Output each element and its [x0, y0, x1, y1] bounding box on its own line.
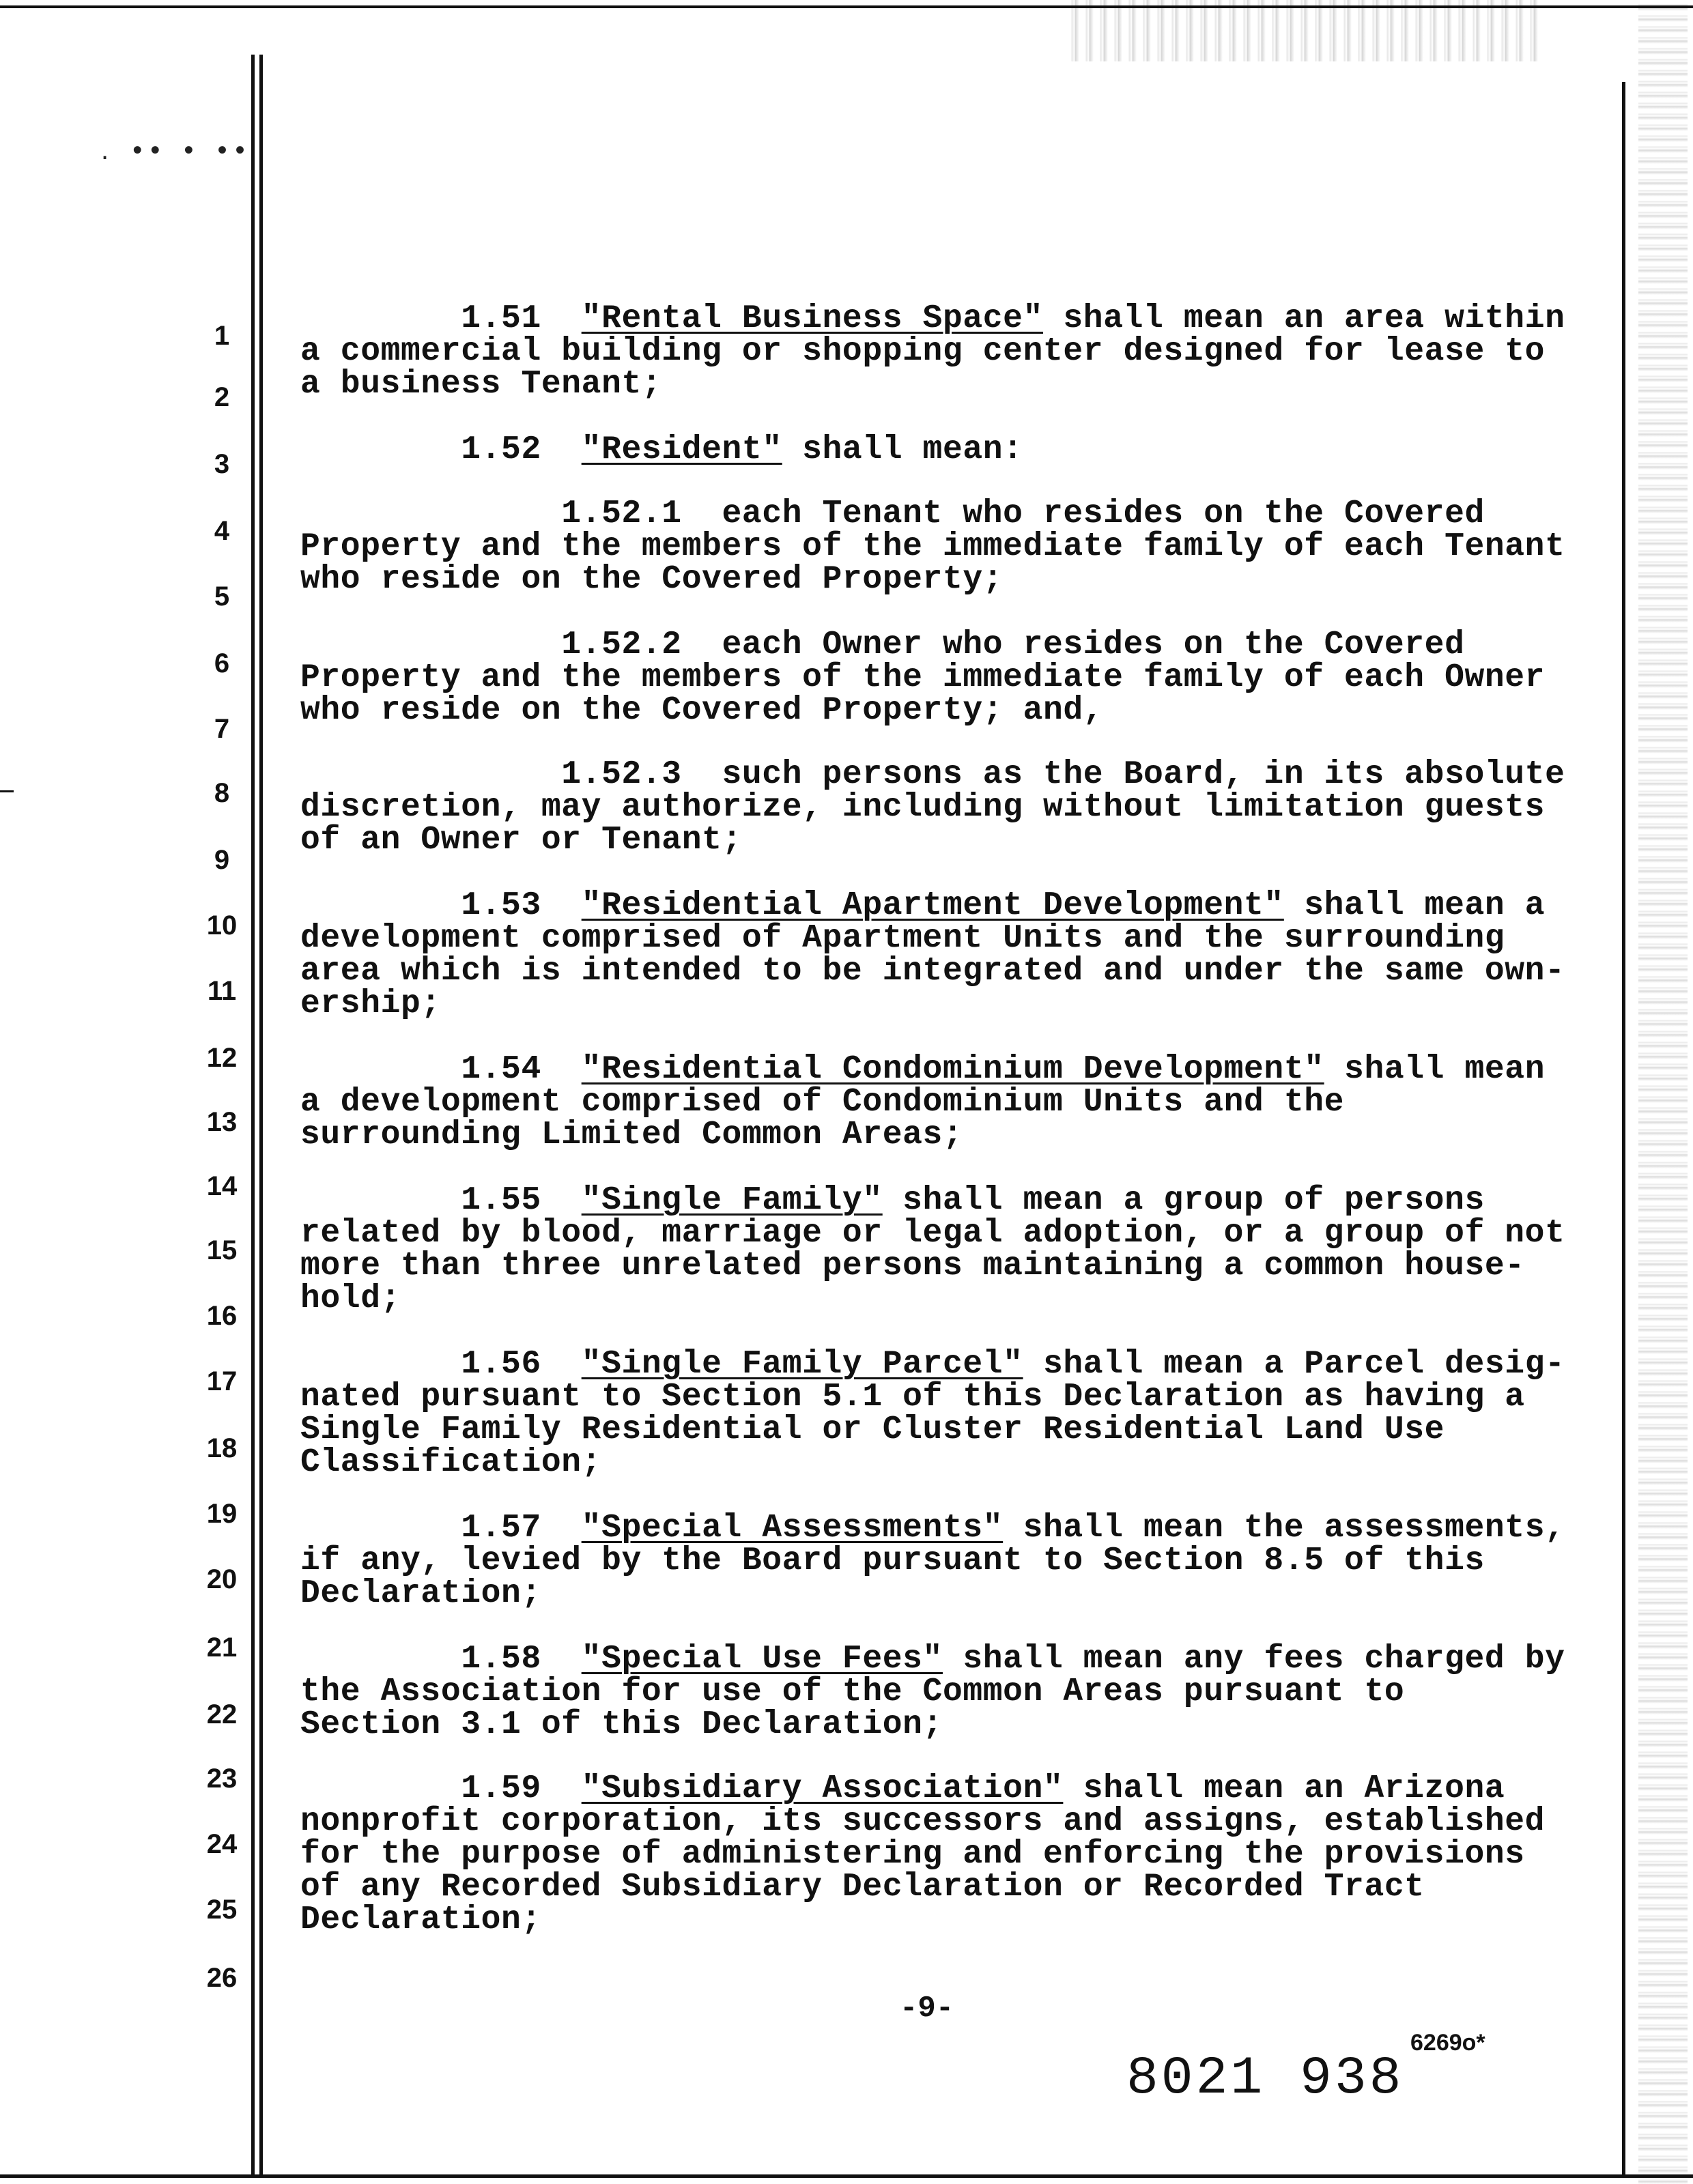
line-number: 23 — [206, 1764, 238, 1794]
text-line — [300, 920, 1505, 957]
definition-heading-line — [300, 1770, 1505, 1807]
line-number: 18 — [206, 1433, 238, 1463]
line-text-after-term: shall mean a — [1283, 887, 1546, 924]
line-number: 25 — [206, 1895, 238, 1925]
line-number: 6 — [214, 648, 230, 678]
recording-number: 8021 938 — [1126, 2049, 1404, 2109]
line-text: the Association for use of the Common Areas pursuant to — [300, 1673, 1405, 1710]
text-line — [300, 1444, 601, 1481]
line-number: 12 — [206, 1043, 238, 1073]
line-text: Property and the members of the immediate family of each Tenant — [300, 528, 1565, 565]
line-text: who reside on the Covered Property; and, — [300, 692, 1104, 729]
line-number: 9 — [214, 845, 230, 875]
defined-term: "Special Use Fees" — [581, 1641, 943, 1678]
text-line — [300, 1706, 943, 1743]
line-number: 21 — [206, 1633, 238, 1663]
definition-heading-line — [300, 1051, 1545, 1088]
line-text-after-term: shall mean an area within — [1042, 300, 1565, 337]
line-text: Section 3.1 of this Declaration; — [300, 1706, 943, 1743]
scan-noise-top — [1065, 0, 1543, 61]
top-border-rule — [0, 5, 1693, 8]
line-text: more than three unrelated persons maintaining a common house- — [300, 1248, 1525, 1284]
line-text: Classification; — [300, 1444, 602, 1481]
line-text: 1.51 — [300, 300, 582, 337]
line-number: 26 — [206, 1963, 238, 1993]
defined-term: "Single Family" — [581, 1182, 883, 1219]
line-text: Property and the members of the immediate family of each Owner — [300, 659, 1546, 696]
line-text: nonprofit corporation, its successors and assigns, established — [300, 1803, 1546, 1840]
line-text: if any, levied by the Board pursuant to Section 8.5 of this — [300, 1542, 1485, 1579]
line-number: 14 — [206, 1171, 238, 1201]
line-number: 2 — [214, 382, 230, 412]
text-line — [300, 1542, 1485, 1579]
line-number: 1 — [214, 321, 230, 351]
line-text: 1.52.2 each Owner who resides on the Covered — [300, 627, 1465, 663]
text-line — [300, 953, 1565, 990]
line-text: 1.52 — [300, 431, 582, 468]
text-line — [300, 1901, 541, 1938]
line-number: 16 — [206, 1301, 238, 1331]
line-text: related by blood, marriage or legal adoption, or a group of not — [300, 1215, 1565, 1252]
line-text: hold; — [300, 1280, 401, 1317]
defined-term: "Single Family Parcel" — [581, 1346, 1023, 1383]
line-number: 13 — [206, 1107, 238, 1137]
line-text: 1.57 — [300, 1510, 582, 1547]
text-line — [300, 495, 1485, 532]
line-text: who reside on the Covered Property; — [300, 561, 1004, 598]
line-text-after-term: shall mean — [1324, 1051, 1546, 1088]
line-text: for the purpose of administering and enforcing the provisions — [300, 1836, 1525, 1873]
text-line — [300, 1836, 1525, 1873]
line-text: nated pursuant to Section 5.1 of this Declaration as having a — [300, 1379, 1525, 1416]
line-number: 3 — [214, 449, 230, 479]
page-number: -9- — [900, 1992, 954, 2026]
text-line — [300, 789, 1545, 826]
text-line — [300, 528, 1565, 565]
line-text-after-term: shall mean: — [782, 431, 1023, 468]
line-text: 1.52.1 each Tenant who resides on the Covered — [300, 495, 1485, 532]
text-line — [300, 1673, 1404, 1710]
line-text-after-term: shall mean an Arizona — [1063, 1770, 1505, 1807]
line-text: 1.59 — [300, 1770, 582, 1807]
defined-term: "Residential Apartment Development" — [581, 887, 1284, 924]
text-line — [300, 1379, 1525, 1416]
line-text: Single Family Residential or Cluster Residential Land Use — [300, 1411, 1445, 1448]
line-text: a development comprised of Condominium Units and the — [300, 1084, 1345, 1121]
definition-heading-line — [300, 1346, 1565, 1383]
line-text: surrounding Limited Common Areas; — [300, 1117, 963, 1153]
line-text: ership; — [300, 986, 441, 1022]
text-line — [300, 1215, 1565, 1252]
line-text: 1.56 — [300, 1346, 582, 1383]
left-edge-mark — [0, 790, 14, 792]
defined-term: "Residential Condominium Development" — [581, 1051, 1324, 1088]
line-number: 11 — [207, 976, 237, 1006]
line-number: 7 — [214, 714, 230, 744]
line-text: area which is intended to be integrated and under the same own- — [300, 953, 1565, 990]
text-line — [300, 1084, 1344, 1121]
definition-heading-line — [300, 300, 1565, 337]
line-text-after-term: shall mean the assessments, — [1003, 1510, 1565, 1547]
text-line — [300, 366, 661, 403]
line-text: 1.52.3 such persons as the Board, in its absolute — [300, 756, 1565, 793]
line-text-after-term: shall mean any fees charged by — [942, 1641, 1565, 1678]
text-line — [300, 986, 441, 1022]
line-number: 19 — [206, 1499, 238, 1529]
line-number: 8 — [214, 778, 230, 808]
text-line — [300, 1869, 1425, 1906]
scan-noise-right-edge — [1638, 0, 1688, 2184]
text-line — [300, 1280, 401, 1317]
definition-heading-line — [300, 431, 1023, 468]
text-line — [300, 333, 1545, 370]
line-number: 15 — [206, 1235, 238, 1265]
text-line — [300, 1411, 1445, 1448]
definition-heading-line — [300, 1510, 1565, 1547]
text-line — [300, 1575, 541, 1612]
line-text: of an Owner or Tenant; — [300, 822, 742, 859]
line-number: 20 — [206, 1564, 238, 1594]
defined-term: "Special Assessments" — [581, 1510, 1004, 1547]
line-text: of any Recorded Subsidiary Declaration or Recorded Tract — [300, 1869, 1425, 1906]
text-line — [300, 659, 1545, 696]
text-line — [300, 1803, 1545, 1840]
line-number: 17 — [206, 1366, 238, 1396]
line-text: 1.55 — [300, 1182, 582, 1219]
line-text: 1.54 — [300, 1051, 582, 1088]
line-text: 1.53 — [300, 887, 582, 924]
document-code: 6269o* — [1410, 2030, 1485, 2056]
defined-term: "Rental Business Space" — [581, 300, 1043, 337]
line-text: a business Tenant; — [300, 366, 662, 403]
defined-term: "Resident" — [581, 431, 782, 468]
text-line — [300, 756, 1565, 793]
definition-heading-line — [300, 1641, 1565, 1678]
text-line — [300, 822, 742, 859]
line-number: 10 — [206, 910, 238, 940]
text-line — [300, 1117, 963, 1153]
margin-specks: . •• • •• — [101, 135, 253, 165]
line-text: discretion, may authorize, including without limitation guests — [300, 789, 1546, 826]
text-line — [300, 692, 1103, 729]
line-text: 1.58 — [300, 1641, 582, 1678]
line-text: a commercial building or shopping center designed for lease to — [300, 333, 1546, 370]
text-line — [300, 1248, 1525, 1284]
line-number: 22 — [206, 1699, 238, 1729]
defined-term: "Subsidiary Association" — [581, 1770, 1064, 1807]
line-text-after-term: shall mean a group of persons — [882, 1182, 1485, 1219]
line-text: development comprised of Apartment Units and the surrounding — [300, 920, 1505, 957]
text-line — [300, 561, 1003, 598]
line-text: Declaration; — [300, 1901, 541, 1938]
line-text-after-term: shall mean a Parcel desig- — [1023, 1346, 1565, 1383]
line-number: 5 — [214, 581, 230, 612]
line-text: Declaration; — [300, 1575, 541, 1612]
definition-heading-line — [300, 1182, 1485, 1219]
line-number: 4 — [214, 516, 230, 546]
line-number: 24 — [206, 1829, 238, 1859]
left-margin-rule-2 — [259, 55, 263, 2177]
definition-heading-line — [300, 887, 1545, 924]
text-line — [300, 627, 1464, 663]
right-margin-rule — [1622, 82, 1625, 2177]
